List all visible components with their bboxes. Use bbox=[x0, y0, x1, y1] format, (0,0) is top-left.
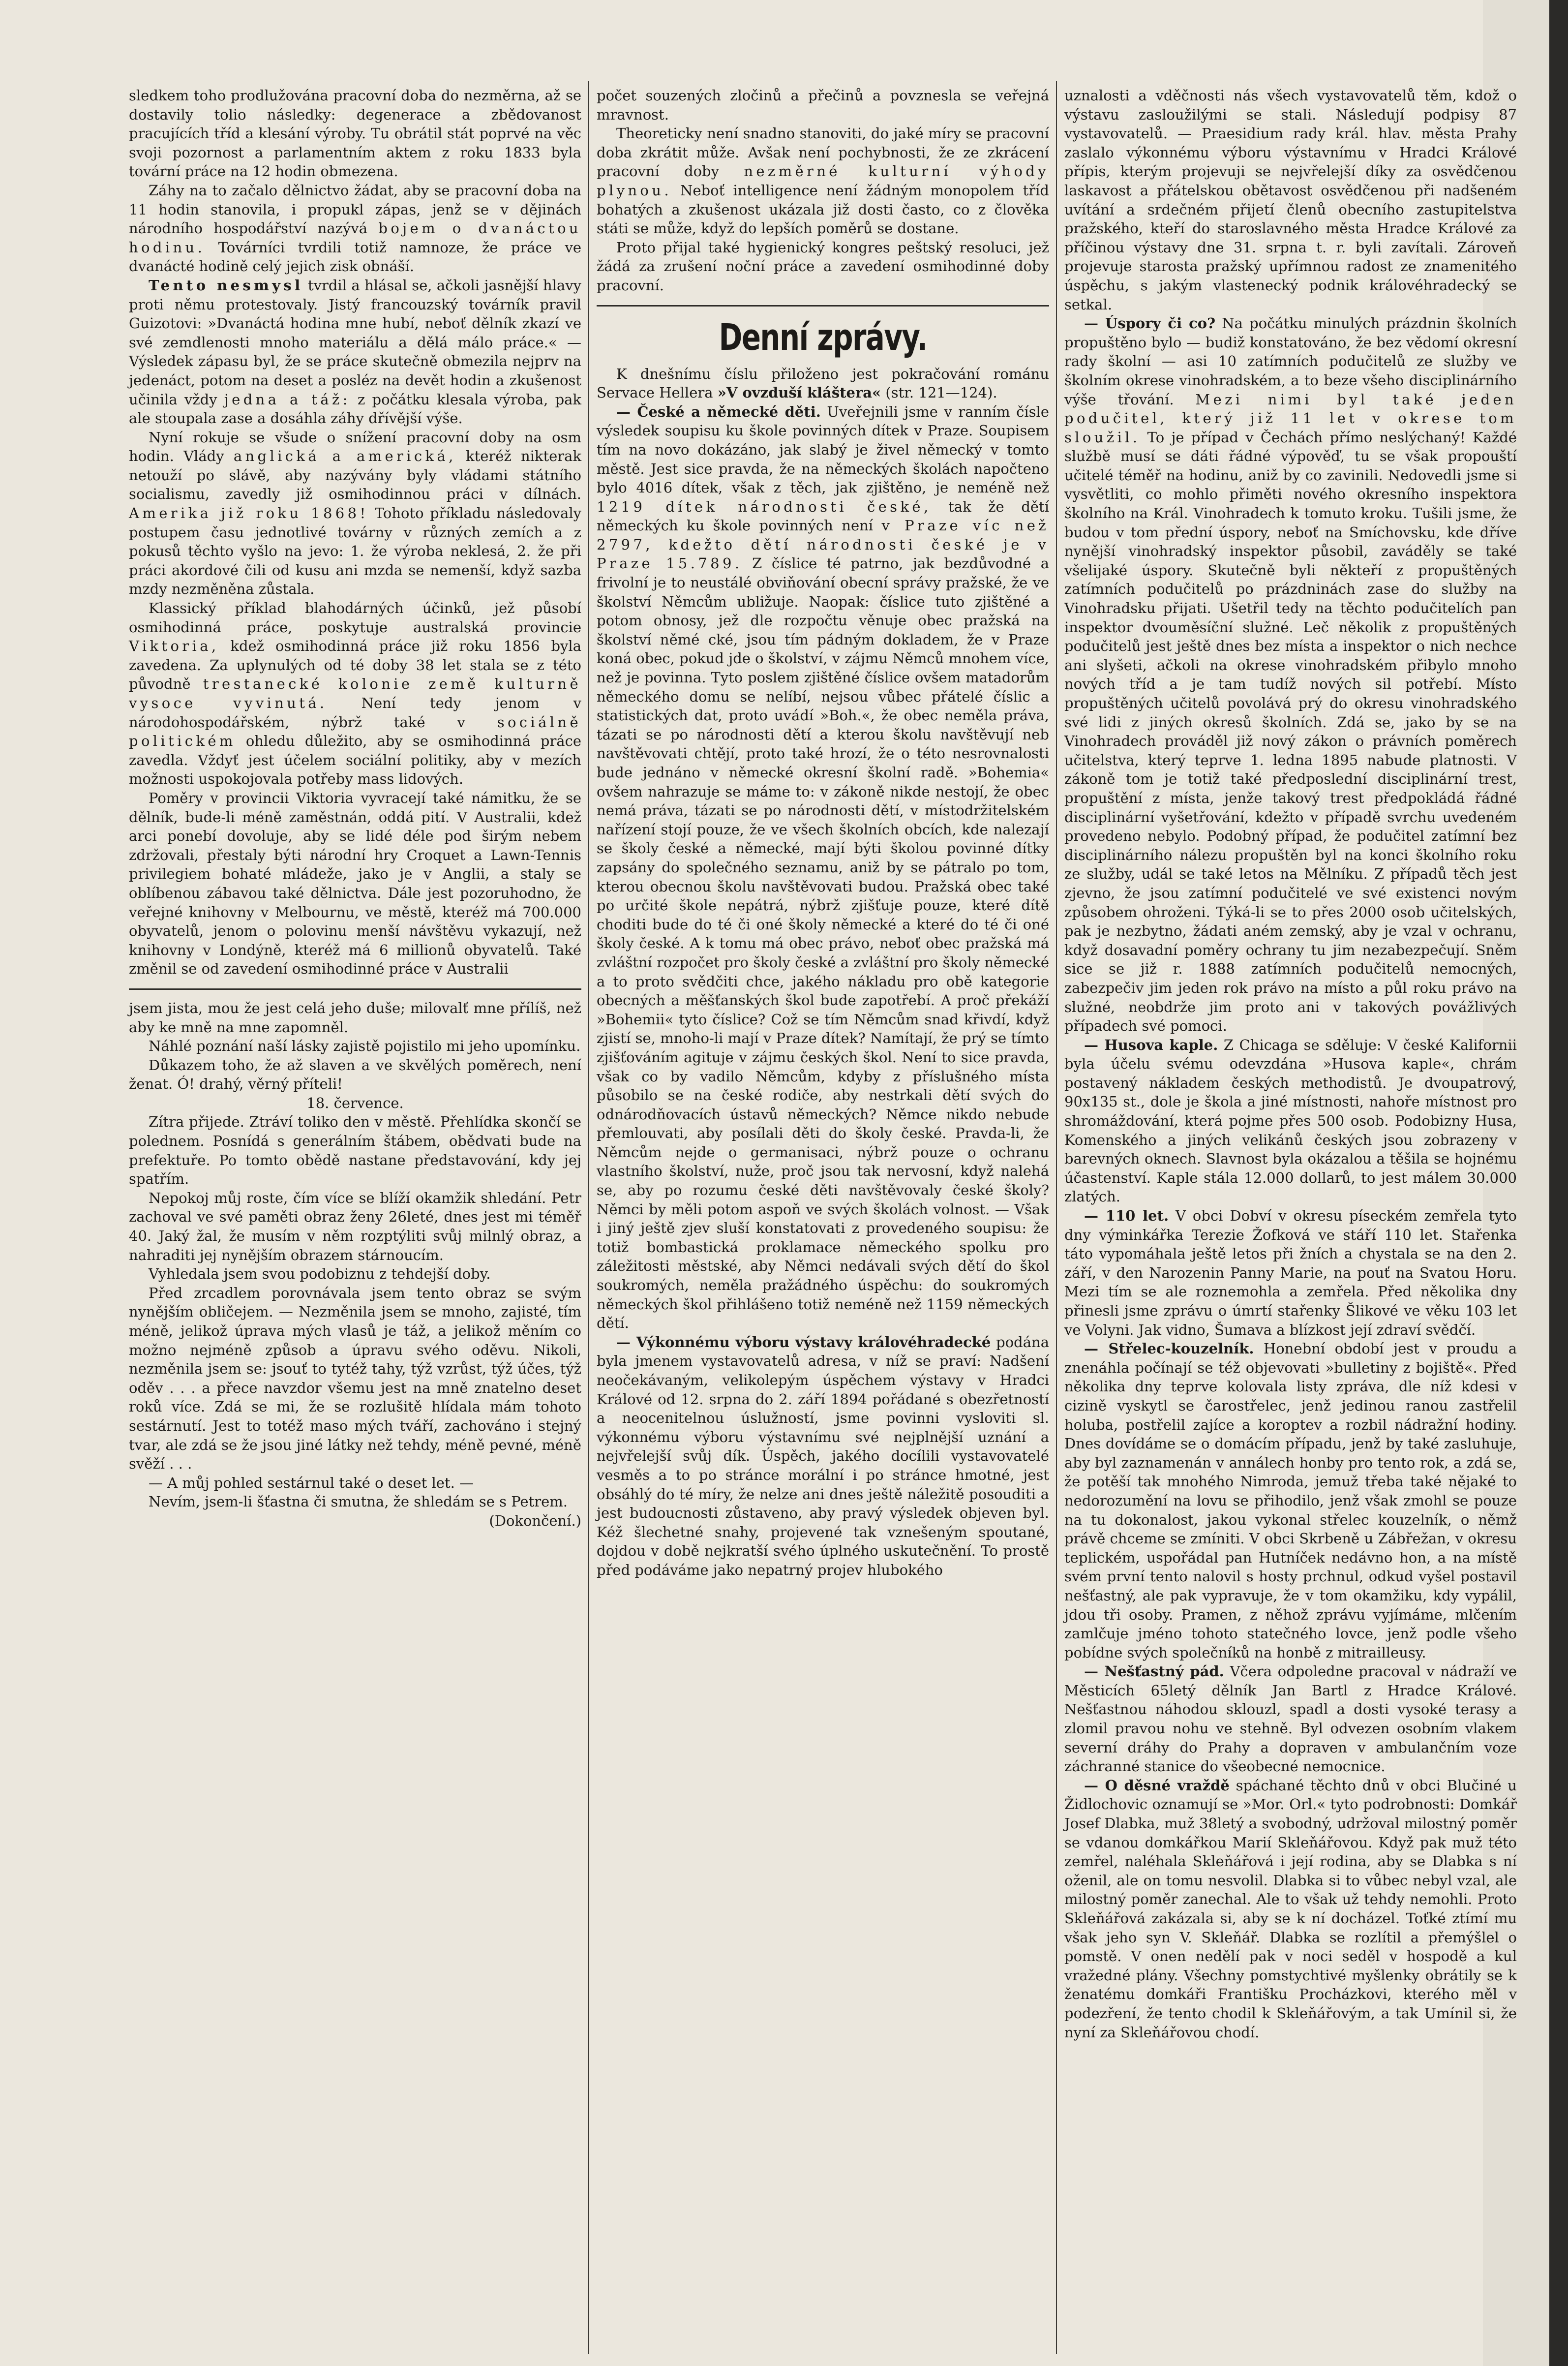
column-1 bbox=[129, 86, 581, 1531]
section-divider bbox=[597, 305, 1049, 307]
feuilleton-date: 18. července. bbox=[306, 1094, 404, 1111]
feuilleton-paragraph: Náhlé poznání naší lásky zajistě pojistilo mi jeho upomínku. bbox=[149, 1038, 581, 1055]
feuilleton-paragraph: Před zrcadlem porovnávala jsem tento obraz se svým nynějším obličejem. — Nezměnila jsem se mnoho, zajisté, tím méně, jelikož úprava mých vlasů je táž, a jelikož měním co možno nejméně způsob a úpravu svého oděvu. Nikoli, nezměnila jsem se: jsouť to tytéž tahy, týž vzrůst, týž účes, týž oděv . . . a přece navzdor všemu jest na mně znatelno deset roků více. Zdá se mi, že se rozlušitě hlídala mám tohoto sestárnutí. Jest to totéž maso mých tváří, zachováno i stejný tvar, ale zdá se že jsou jiné látky než tehdy, méně pevné, méně svěží . . . bbox=[129, 1284, 581, 1473]
feuilleton-divider bbox=[129, 988, 581, 990]
news-item: — Nešťastný pád. Včera odpoledne pracoval v nádraží ve Městicích 65letý dělník Jan Bartl z Hradce Králové. Nešťastnou náhodou sklouzl, spadl a dosti vysoké terasy a zlomil pravou nohu ve stehně. Byl odvezen osobním vlakem severní dráhy do Prahy a dopraven v ambulančním voze záchranné stanice do všeobecné nemocnice. bbox=[1064, 1663, 1517, 1775]
article-paragraph: Poměry v provincii Viktoria vyvracejí také námitku, že se dělník, bude-li méně zaměstnán, oddá pití. V Australii, kdež arci ponebí dovoluje, aby se lidé déle pod širým nebem zdržovali, přestaly býti národní hry Croquet a Lawn-Tennis privilegiem bohaté mládeže, jako je v Anglii, a staly se oblíbenou zábavou také dělnictva. Dále jest pozoruhodno, že veřejné knihovny v Melbournu, ve městě, kteréž má 700.000 obyvatelů, jenom o polovinu menší návštěvu vykazují, než knihovny v Londýně, kteréž má 6 millionů obyvatelů. Také změnil se od zavedení osmihodinné práce v Australii bbox=[129, 789, 581, 978]
section-heading: Denní zprávy. bbox=[719, 316, 927, 359]
feuilleton-paragraph: — A můj pohled sestárnul také o deset let. — bbox=[149, 1474, 474, 1491]
news-item: — O děsné vraždě spáchané těchto dnů v obci Blučiné u Židlochovic oznamují se »Mor. Orl.« tyto podrobnosti: Domkář Josef Dlabka, muž 38letý a svobodný, udržoval milostný poměr se vdanou domkářkou Marií Skleňářovou. Když pak muž této zemřel, naléhala Skleňářová i její rodina, aby se Dlabka s ní oženil, ale on tomu nesvolil. Dlabka si to vůbec nebyl vzal, ale milostný poměr zanechal. Ale to však už tehdy nemohli. Proto Skleňářová zakázala si, aby se k ní docházel. Toťké ztímí mu však jeho syn V. Skleňář. Dlabka se rozlítil a přemýšlel o pomstě. V onen nedělí pak v noci seděl v hospodě a kul vražedné plány. Všechny pomstychtivé myšlenky obrátily se k ženatému domkáři Františku Procházkovi, kterého měl v podezření, že tento chodil k Skleňářovým, a tak Umínil si, že nyní za Skleňářovou chodí. bbox=[1064, 1777, 1517, 2041]
feuilleton-paragraph: jsem jista, mou že jest celá jeho duše; milovalť mne přílíš, než aby ke mně na mne zapomněl. bbox=[129, 999, 581, 1036]
news-item-title: — Výkonnému výboru výstavy královéhradecké bbox=[616, 1333, 991, 1351]
feuilleton-paragraph: Nevím, jsem-li šťastna či smutna, že shledám se s Petrem. (Dokončení.) bbox=[129, 1492, 581, 1511]
article-paragraph: Klassický příklad blahodárných účinků, jež působí osmihodinná práce, poskytuje australská provincie Viktoria, kdež osmihodinná práce již roku 1856 byla zavedena. Za uplynulých od té doby 38 let stala se z této původně trestanecké kolonie země kulturně vysoce vyvinutá. Není tedy jenom v národohospodářském, nýbrž také v sociálně politickém ohledu důležito, aby se osmihodinná práce zavedla. Vždyť jest účelem sociální politiky, aby v mezích možnosti uspokojovala potřeby mass lidových. bbox=[129, 600, 582, 788]
news-item: — Úspory či co? Na počátku minulých prázdnin školních propuštěno bylo — budiž konstatováno, že bez vědomí okresní rady školní — asi 10 zatímních podučitelů ze služby ve školním okrese vinohradském, a to beze všeho disciplinárního výše třování. Mezi nimi byl také jeden podučitel, který již 11 let v okrese tom sloužil. To je případ v Čechách přímo neslýchaný! Každé službě musí se dáti řádné výpověď, tu se však propouští učitelé téměř na hodinu, aniž by co zavinili. Nedovedli jsme si vysvětliti, co mohlo přiměti nového okresního inspektora školního na Král. Vinohradech k tomuto kroku. Tušili jsme, že budou v tom přední úspory, neboť na Smíchovsku, kde dříve nynější vinohradský inspektor působil, zaváděly se také všelijaké úspory. Skutečně byli někteří z propuštěných zatímních podučitelů po prázdninách zase do služby na Vinohradsku přijati. Ušetřil tedy na těchto podučitelích pan inspektor dvouměsíční služné. Leč několik z propuštěných podučitelů jest ještě dnes bez místa a inspektor o nich nechce ani slyšeti, ačkoli na okrese vinohradském přibylo mnoho nových tříd a je tam tudíž nových sil potřebí. Místo propuštěných učitelů povolává prý do okresu vinohradského své lidi z jiných okresů školních. Zdá se, jako by se na Vinohradech prováděl již nový zákon o právních poměrech učitelstva, který teprve 1. ledna 1895 nabude platnosti. V zákoně tom je totiž také předposlední disciplinární trest, propuštění z místa, jenže takový trest předpokládá řádné disciplinární vyšetřování, kdežto v případě svrchu uvedeném provedeno nebylo. Podobný případ, že podučitel zatímní bez disciplinárního nálezu propuštěn byl na konci školního roku ze služby, udál se také letos na Mělníku. Z případů těch jest zjevno, že jsou zatímní podučitelé ve své existenci novým způsobem ohroženi. Týká-li se to přes 2000 osob učitelských, pak je nezbytno, žádati aném zemský, aby je vzal v ochranu, když dosavadní poměry ochrany tu jim nezabezpečují. Sněm sice se již r. 1888 zatímních podučitelů nemocných, zabezpečiv jim jeden rok právo na místo a půl roku právo na služné, neobdrže jim proto ani v takových povážlivých případech své pomoci. bbox=[1064, 315, 1517, 1035]
article-paragraph: Nyní rokuje se všude o snížení pracovní doby na osm hodin. Vlády anglická a americká, kteréž nikterak netouží po slávě, aby nazývány byly vládami státního socialismu, zavedly již osmihodinnou práci v dílnách. Amerika již roku 1868! Tohoto příkladu následovaly postupem času jednotlivé továrny v různých zemích a z pokusů těchto vyšlo na jevo: 1. že výroba neklesá, 2. že při práci akordové čili od kusu ani mzda se nemenší, když sazba mzdy nezměněna zůstala. bbox=[129, 429, 582, 598]
feuilleton-paragraph: Důkazem toho, že až slaven a ve skvělých poměrech, není ženat. Ó! drahý, věrný příteli! bbox=[129, 1056, 581, 1093]
article-paragraph: počet souzených zločinů a přečinů a povznesla se veřejná mravnost. bbox=[597, 87, 1049, 123]
column-rule bbox=[588, 81, 589, 2354]
news-item-title: — České a německé děti. bbox=[616, 403, 821, 420]
column-3 bbox=[1064, 86, 1517, 2042]
news-item-title: — Střelec-kouzelník. bbox=[1084, 1340, 1254, 1357]
article-paragraph: Proto přijal také hygienický kongres peštský resoluci, jež žádá za zrušení noční práce a zavedení osmihodinné doby pracovní. bbox=[597, 239, 1049, 294]
feuilleton-paragraph: Vyhledala jsem svou podobiznu z tehdejší doby. bbox=[149, 1265, 491, 1283]
news-item-title: — Úspory či co? bbox=[1084, 315, 1216, 332]
news-item: K dnešnímu číslu přiloženo jest pokračování románu Servace Hellera »V ovzduší kláštera« (str. 121—124). bbox=[597, 365, 1049, 401]
column-rule bbox=[1056, 81, 1057, 2354]
article-paragraph: Záhy na to začalo dělnictvo žádat, aby se pracovní doba na 11 hodin stanovila, i propukl zápas, jenž se v dějinách národního hospodářství nazývá bojem o dvanáctou hodinu. Továrníci tvrdili totiž namnoze, že práce ve dvanácté hodině celý jejich zisk obnáší. bbox=[129, 182, 582, 275]
article-paragraph: sledkem toho prodlužována pracovní doba do nezměrna, až se dostavily tolio následky: degenerace a zbědovanost pracujících tříd a klesání výroby. Tu obrátil stát poprvé na věc svoji pozornost a parlamentním aktem z roku 1833 byla tovární práce na 12 hodin obmezena. bbox=[129, 87, 581, 180]
article-paragraph: Theoreticky není snadno stanoviti, do jaké míry se pracovní doba zkrátit může. Avšak není pochybnosti, že ze zkrácení pracovní doby nezměrné kulturní výhody plynou. Neboť intelligence není žádným monopolem tříd bohatých a zkušenost ukázala již dosti často, co z člověka státi se může, když do lepších poměrů se dostane. bbox=[597, 125, 1050, 237]
feuilleton-paragraph: Nepokoj můj roste, čím více se blíží okamžik shledání. Petr zachoval ve své paměti obraz ženy 26leté, dnes jest mi téměř 40. Jaký žal, že musím v něm rozptýliti svůj milnlý obraz, a nahraditi jej nynějším obrazem stárnoucím. bbox=[129, 1189, 581, 1263]
news-item: uznalosti a vděčnosti nás všech vystavovatelů těm, kdož o výstavu zasloužilými se stali. Následují podpisy 87 vystavovatelů. — Praesidium rady král. hlav. města Prahy zaslalo výkonnému výboru výstavnímu v Hradci Králové přípis, kterým projevuji se nejvřelejší díky za osvědčenou laskavost a přátelskou obětavost osvědčenou při nadšeném uvítání a srdečném přijetí členů obecního zastupitelstva pražského, kteří do staroslavného města Hradce Králové za příčinou výstavy dne 31. srpna t. r. byli zavítali. Zároveň projevuje starosta pražský upřímnou radost ze znamenitého úspěchu, s jakým vlastenecký podnik královéhradecký se setkal. bbox=[1064, 87, 1517, 313]
news-item: — Výkonnému výboru výstavy královéhradecké podána byla jmenem vystavovatelů adresa, v níž se praví: Nadšení neočekávaným, velikolepým úspěchem výstavy v Hradci Králové od 12. srpna do 2. září 1894 pořádané s obezřetností a neocenitelnou úslužností, jsme povinni vysloviti sl. výkonnému výboru výstavnímu své nejplnější uznání a nejvřelejší svůj dík. Úspěch, jakého docílili vystavovatelé vesměs a to po stránce morální i po stránce hmotné, jest obsáhlý do té míry, že nelze ani dnes ještě náležitě posouditi a jest budoucnosti zůstaveno, aby pravý výsledek objeven byl. Kéž šlechetné snahy, projevené tak vznešeným spoutané, dojdou v době nejkratší svého úplného uskutečnění. To prostě před podáváme jako nepatrný projev hlubokého bbox=[597, 1333, 1049, 1578]
column-2 bbox=[597, 86, 1049, 1580]
news-item: — České a německé děti. Uveřejnili jsme v ranním čísle výsledek soupisu ku škole povinných dítek v Praze. Soupisem tím na novo dokázáno, jak slabý je živel německý v tomto městě. Jest sice pravda, že na německých školách napočteno bylo 4016 dítek, však z těch, jak zjištěno, je neméně než 1219 dítek národnosti české, tak že dětí německých ku škole povinných není v Praze víc než 2797, kdežto dětí národnosti české je v Praze 15.789. Z číslice té patrno, jak bezdůvodné a frivolní je to neustálé obviňování obecní správy pražské, že ve školství Němcům ubližuje. Naopak: číslice tuto zjištěné a potom obnosy, jež dle rozpočtu věnuje obec pražská na školství němé cké, jsou tím pádným dokladem, že v Praze koná obec, pokud jde o školství, v zájmu Němců mnohem více, než je povinna. Tyto poslem zjištěné číslice ovšem matadorům německého domu se nelíbí, nejsou vůbec přátelé číslic a statistických dat, proto uvádí »Boh.«, že obec neměla práva, tázati se po národnosti dětí a kterou školu navštěvují neb navštěvovati chtějí, proto také hrozí, že o této nesrovnalosti bude jednáno v německé okresní školní radě. »Bohemia« ovšem nahrazuje se máme to: v zákoně nikde nestojí, že obec nemá práva, tázati se po národnosti dětí, v místodržitelském nařízení stojí pouze, že ve všech školních obcích, kde nalezají se školy české a německé, mají býti školou povinné dítky zapsány do společného seznamu, aniž by se pátralo po tom, kterou obecnou školu navštěvovati budou. Pražská obec také po určité škole nepátrá, nýbrž zjišťuje pouze, které dítě choditi bude do té či oné školy německé a které do té či oné školy české. A k tomu má obec právo, neboť obec pražská má zvláštní rozpočet pro školy české a zvláštní pro školy německé a to proto svědčiti chce, jakého nákladu pro obě kategorie obecných a měšťanských škol bude zapotřebí. A proč překáží »Bohemii« tyto číslice? Což se tím Němcům snad křivdí, když zjistí se, mnoho-li mají v Praze dítek? Namítají, že prý se tímto zjišťováním agituje v zájmu českých škol. Není to sice pravda, však co by vadilo Němcům, kdyby z příslušného místa působilo se na české rodiče, aby nestrkali dětí svých do odnárodňovacích ústavů německých? Němce nikdo nebude přemlouvati, aby posílali děti do školy české. Pravda-li, že Němcům nejde o germanisaci, nýbrž pouze o ochranu vlastního školství, nuže, proč jsou tak nervosní, když nalehá se, aby po rozumu české děti navštěvovaly české školy? Němci by měli potom aspoň ve svých školách volnost. — Však i jiný ještě zjev sluší konstatovati z provedeného soupisu: že totiž bombastická proklamace německého spolku pro záležitosti městské, aby Němci nedávali svých dětí do škol soukromých, neměla pražádného úspěchu: do soukromých německých škol přihlášeno totiž neméně než 1159 německých dětí. bbox=[597, 403, 1049, 1332]
to-be-continued: (Dokončení.) bbox=[489, 1512, 581, 1529]
article-paragraph: Tento nesmysl tvrdil a hlásal se, ačkoli jasnější hlavy proti němu protestovaly. Jistý francouzský továrník pravil Guizotovi: »Dvanáctá hodina mne hubí, neboť dělník zkazí ve své zemdlenosti mnoho materiálu a dělá málo práce.« — Výsledek zápasu byl, že se práce skutečně obmezila nejprv na jedenáct, potom na deset a posléz na devět hodin a zkušenost učinila vždy jedna a táž: z počátku klesala výroba, pak ale stoupala zase a dosáhla záhy dřívější výše. bbox=[129, 277, 582, 427]
feuilleton-paragraph: Zítra přijede. Ztráví toliko den v městě. Přehlídka skončí se polednem. Posnídá s generálním štábem, obědvati bude na prefektuře. Po tomto obědě nastane představování, kdy jej spatřím. bbox=[129, 1113, 581, 1188]
news-item-title: — O děsné vraždě bbox=[1084, 1777, 1230, 1794]
scan-edge bbox=[1549, 0, 1568, 2366]
news-item-title: — Husova kaple. bbox=[1084, 1036, 1218, 1053]
news-item-title: — 110 let. bbox=[1084, 1207, 1169, 1225]
news-item: — 110 let. V obci Dobví v okresu píseckém zemřela tyto dny výminkářka Terezie Žofková ve stáří 110 let. Stařenka táto vypomáhala ještě letos při žních a chystala se na den 2. září, v den Narozenin Panny Marie, na pouť na Svatou Horu. Mezi tím se ale roznemohla a zemřela. Před několika dny přinesli jsme zprávu o úmrtí stařenky Šlikové ve věku 103 let ve Volyni. Jak vidno, Šumava a blízkost její zdraví svědčí. bbox=[1064, 1207, 1517, 1338]
news-item: — Husova kaple. Z Chicaga se sděluje: V české Kalifornii byla účelu svému odevzdána »Husova kaple«, chrám postavený nákladem českých methodistů. Je dvoupatrový, 90x135 st., dole je škola a jiné místnosti, nahoře místnost pro shromáždování, která pojme přes 500 osob. Podobizny Husa, Komenského a jiných velikánů českých jsou zobrazeny v barevných oknech. Slavnost byla okázalou a těšila se hojnému účastenství. Kaple stála 12.000 dollarů, to jest málem 30.000 zlatých. bbox=[1064, 1036, 1517, 1205]
news-item: — Střelec-kouzelník. Honební období jest v proudu a znenáhla počínají se též objevovati »bulletiny z bojiště«. Před několika dny teprve kolovala listy zpráva, dle níž kdesi v cizině vyskytl se čarostřelec, jenž jedinou ranou zastřelil holuba, postřelil zajíce a koroptev a rozbil nádražní hodiny. Dnes dovídáme se o domácím případu, jenž by také zasluhuje, aby byl zaznamenán v annálech honby pro tento rok, a zdá se, že potěší tak mnohého Nimroda, jemuž třeba také nějaké to nedorozumění na lovu se přihodilo, jenž však zmohl se pouze na tu dokonalost, jakou vykonal střelec kouzelník, o němž právě chceme se zmíniti. V obci Skrbeně u Zábřežan, v okresu teplickém, uspořádal pan Hutníček nedávno hon, a na místě svém první tento nalovil s hosty prchnul, odkud vyšel postavil nešťastný, ale pak vypravuje, že v tom okamžiku, kdy vypálil, jdou tři osoby. Pramen, z něhož zprávu vyjímáme, mlčením zamlčuje jméno tohoto statečného lovce, jenž podle všeho pobídne svých společníků na honbě z mitrailleusy. bbox=[1064, 1340, 1517, 1661]
news-item-title: — Nešťastný pád. bbox=[1084, 1663, 1224, 1680]
